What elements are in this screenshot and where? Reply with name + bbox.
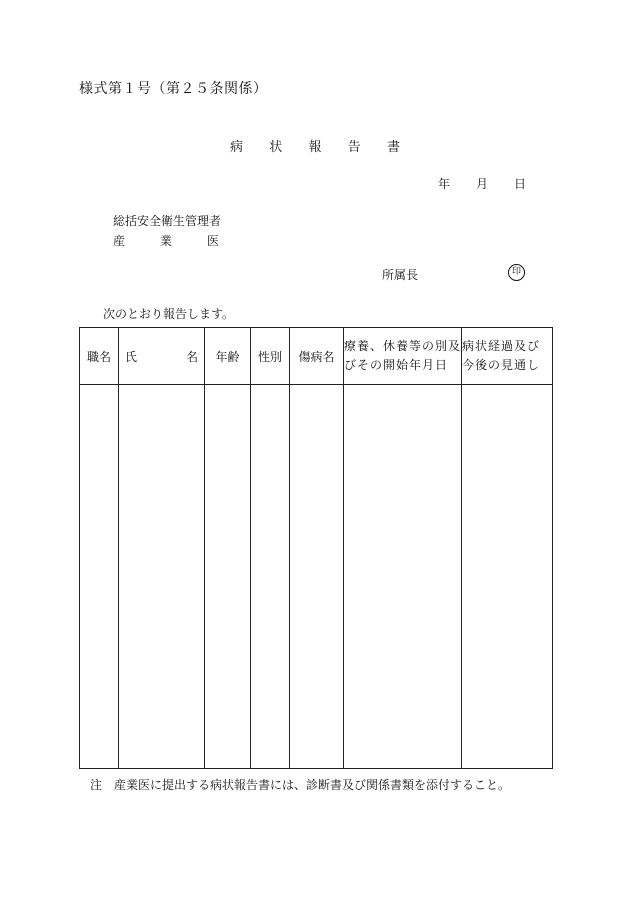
cell-disease[interactable] <box>290 385 344 769</box>
header-name-right: 名 <box>185 349 198 364</box>
date-line <box>438 175 526 192</box>
seal-mark: 印 <box>508 264 525 281</box>
footnote: 注 産業医に提出する病状報告書には、診断書及び関係書類を添付すること。 <box>90 778 511 792</box>
cell-prognosis[interactable] <box>462 385 553 769</box>
cell-name[interactable] <box>119 385 205 769</box>
date-day-label: 日 <box>514 177 527 191</box>
cell-age[interactable] <box>205 385 251 769</box>
addressee-safety-manager: 総括安全衛生管理者 <box>113 214 222 228</box>
cell-treatment[interactable] <box>344 385 462 769</box>
title-char: 書 <box>386 140 400 155</box>
date-month-label: 月 <box>476 177 489 191</box>
title-char: 告 <box>347 140 361 155</box>
title-char: 病 <box>230 140 244 155</box>
title-char: 状 <box>269 140 283 155</box>
header-name-left: 氏 <box>125 349 138 364</box>
header-treatment: 療養、休養等の別及びその開始年月日 <box>344 328 462 385</box>
addressee-char: 業 <box>159 234 172 248</box>
table-body-row <box>80 385 553 769</box>
header-name <box>119 328 205 385</box>
addressee-char: 産 <box>113 234 126 248</box>
header-job-title: 職名 <box>80 328 119 385</box>
cell-job[interactable] <box>80 385 119 769</box>
table-header-row <box>80 328 553 385</box>
addressee-occupational-physician <box>113 232 219 249</box>
header-disease: 傷病名 <box>290 328 344 385</box>
addressee-char: 医 <box>206 234 219 248</box>
document-title <box>230 136 400 155</box>
date-year-label: 年 <box>438 177 451 191</box>
header-age: 年齢 <box>205 328 251 385</box>
cell-sex[interactable] <box>251 385 290 769</box>
header-prognosis: 病状経過及び今後の見通し <box>462 328 553 385</box>
intro-text: 次のとおり報告します。 <box>103 307 235 321</box>
reporter-title: 所属長 <box>382 268 419 282</box>
report-table <box>79 327 553 769</box>
header-sex: 性別 <box>251 328 290 385</box>
form-number: 様式第１号（第２５条関係） <box>79 81 268 97</box>
title-char: 報 <box>308 140 322 155</box>
